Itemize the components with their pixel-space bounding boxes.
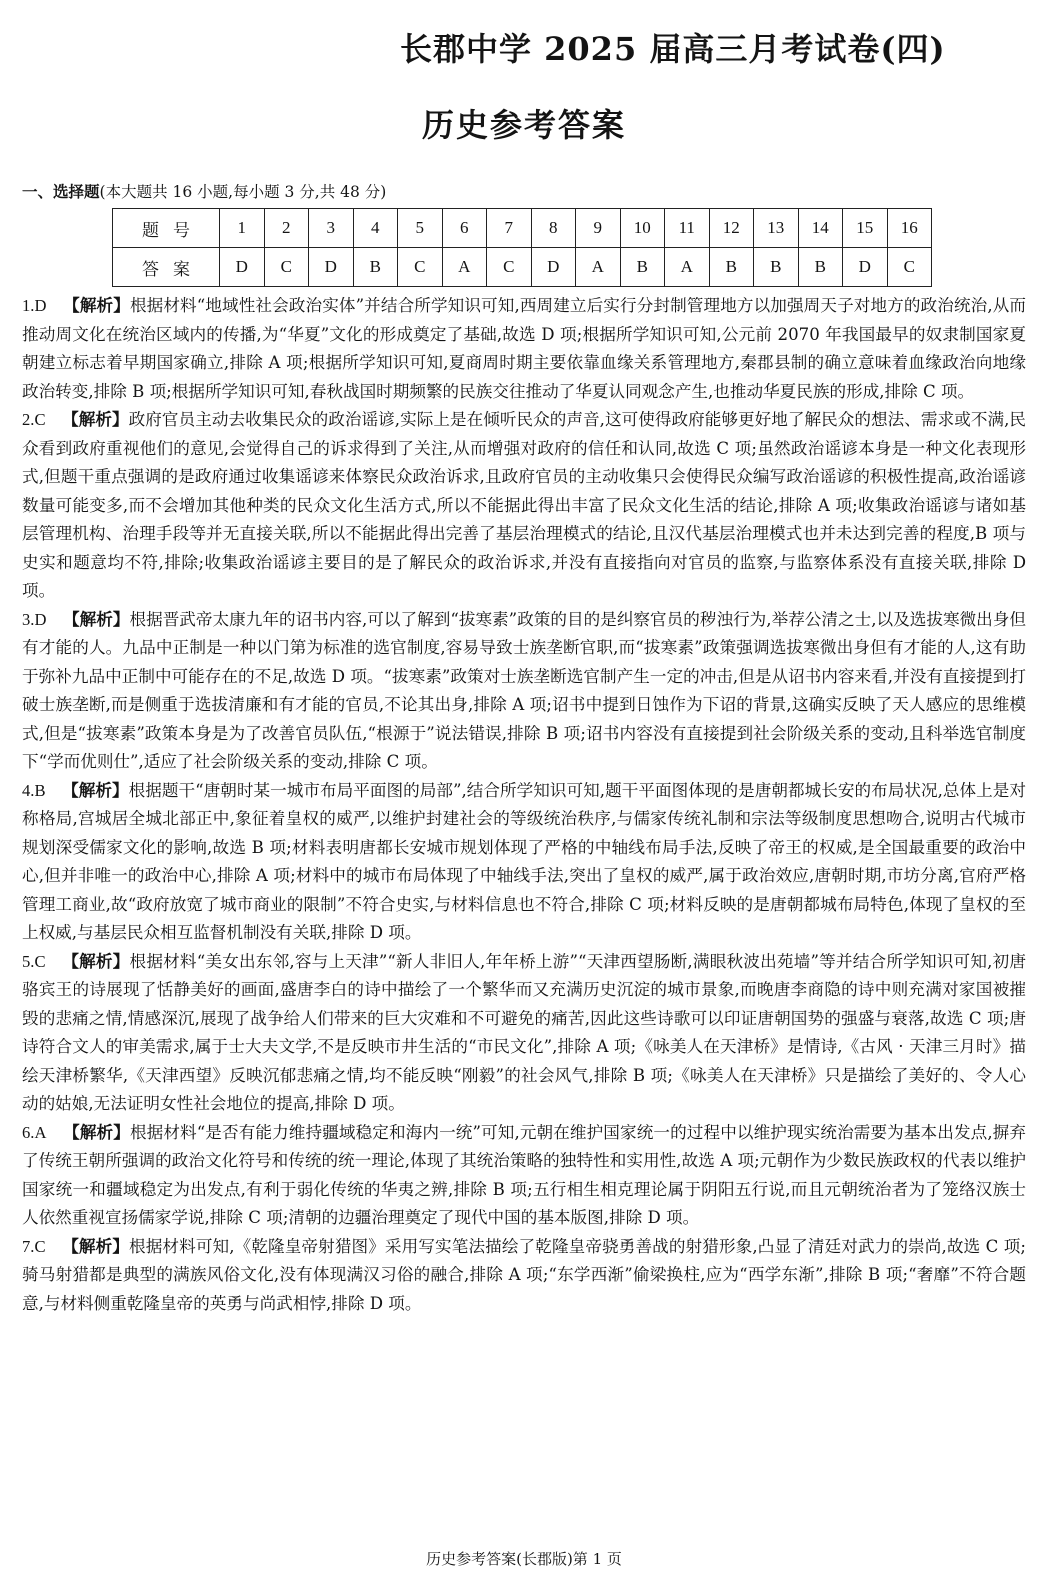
question-number-cell: 5	[398, 209, 443, 248]
question-number-cell: 11	[665, 209, 710, 248]
analysis-text: 政府官员主动去收集民众的政治谣谚,实际上是在倾听民众的声音,这可使得政府能够更好地了解民众的想法、需求或不满,民众看到政府重视他们的意见,会觉得自己的诉求得到了关注,从而增强对政府的信任和认同,故选 C 项;虽然政治谣谚本身是一种文化表现形式,但题干重点强调的是政府通过收集谣谚来体察民众政治诉求,且政府官员的主动收集只会使得民众编写政治谣谚的积极性提高,政治谣谚数量可能变多,而不会增加其他种类的民众文化生活方式,所以不能据此得出丰富了民众文化生活的结论,排除 A 项;收集政治谣谚与诸如基层管理机构、治理手段等并无直接关联,所以不能据此得出完善了基层治理模式的结论,且汉代基层治理模式也并未达到完善的程度,B 项与史实和题意均不符,排除;收集政治谣谚主要目的是了解民众的政治诉求,并没有直接指向对官员的监察,与监察体系没有直接关联,排除 D 项。	[22, 410, 1026, 600]
exam-title: 长郡中学 2025 届高三月考试卷(四)	[400, 30, 946, 68]
question-answer-label: 3.D	[22, 609, 47, 629]
question-number-cell: 2	[264, 209, 309, 248]
answer-cell: B	[620, 248, 665, 287]
answer-cell: B	[709, 248, 754, 287]
analysis-tag: 【解析】	[63, 1122, 130, 1142]
explanations	[22, 292, 1026, 1318]
answer-cell: A	[576, 248, 621, 287]
answer-cell: A	[665, 248, 710, 287]
analysis-text: 根据题干“唐朝时某一城市布局平面图的局部”,结合所学知识可知,题干平面图体现的是唐朝都城长安的布局状况,总体上是对称格局,宫城居全城北部正中,象征着皇权的威严,以维护封建社会的等级统治秩序,与儒家传统礼制和宗法等级制度思想吻合,说明古代城市规划深受儒家文化的影响,故选 B 项;材料表明唐都长安城市规划体现了严格的中轴线布局手法,反映了帝王的权威,是全国最重要的政治中心,但并非唯一的政治中心,排除 A 项;材料中的城市布局体现了中轴线手法,突出了皇权的威严,属于政治效应,唐朝时期,市坊分离,官府严格管理工商业,故“政府放宽了城市商业的限制”不符合史实,与材料信息也不符合,排除 C 项;材料反映的是唐朝都城布局特色,体现了皇权的至上权威,与基层民众相互监督机制没有关联,排除 D 项。	[22, 780, 1026, 942]
answer-cell: B	[353, 248, 398, 287]
explanation-item	[22, 777, 1026, 948]
question-number-row	[113, 209, 932, 248]
answer-cell: C	[887, 248, 932, 287]
question-answer-label: 7.C	[22, 1236, 46, 1256]
analysis-text: 根据晋武帝太康九年的诏书内容,可以了解到“拔寒素”政策的目的是纠察官员的秽浊行为,举荐公清之士,以及选拔寒微出身但有才能的人。九品中正制是一种以门第为标准的选官制度,容易导致士族垄断官职,而“拔寒素”政策强调选拔寒微出身但有才能的人,这有助于弥补九品中正制中可能存在的不足,故选 D 项。“拔寒素”政策对士族垄断选官制产生一定的冲击,但是从诏书内容来看,并没有直接提到打破士族垄断,而是侧重于选拔清廉和有才能的官员,不论其出身,排除 A 项;诏书中提到日蚀作为下诏的背景,这确实反映了天人感应的思维模式,但是“拔寒素”政策本身是为了改善官员队伍,“根源于”说法错误,排除 B 项;诏书内容没有直接提到社会阶级关系的变动,且科举选官制度下“学而优则仕”,适应了社会阶级关系的变动,排除 C 项。	[22, 609, 1026, 771]
page-footer: 历史参考答案(长郡版)第 1 页	[426, 1550, 622, 1568]
analysis-tag: 【解析】	[62, 951, 130, 971]
row-label-answer: 答案	[113, 248, 220, 287]
question-number-cell: 10	[620, 209, 665, 248]
answer-cell: B	[798, 248, 843, 287]
question-answer-label: 1.D	[22, 296, 47, 315]
section-note: (本大题共 16 小题,每小题 3 分,共 48 分)	[99, 183, 387, 201]
question-number-cell: 12	[709, 209, 754, 248]
analysis-text: 根据材料“美女出东邻,容与上天津”“新人非旧人,年年桥上游”“天津西望肠断,满眼秋波出苑墙”等并结合所学知识可知,初唐骆宾王的诗展现了恬静美好的画面,盛唐李白的诗中描绘了一个繁华而又充满历史沉淀的城市景象,而晚唐李商隐的诗中则充满对家国被摧毁的悲痛之情,情感深沉,展现了战争给人们带来的巨大灾难和不可避免的痛苦,因此这些诗歌可以印证唐朝国势的强盛与衰落,故选 C 项;唐诗符合文人的审美需求,属于士大夫文学,不是反映市井生活的“市民文化”,排除 A 项;《咏美人在天津桥》是情诗,《古风 · 天津三月时》描绘天津桥繁华,《天津西望》反映沉郁悲痛之情,均不能反映“刚毅”的社会风气,排除 B 项;《咏美人在天津桥》只是描绘了美好的、令人心动的姑娘,无法证明女性社会地位的提高,排除 D 项。	[22, 951, 1027, 1113]
page-subtitle: 历史参考答案	[421, 106, 626, 144]
row-label-number: 题号	[113, 209, 220, 248]
explanation-item	[22, 948, 1026, 1119]
question-number-cell: 14	[798, 209, 843, 248]
question-number-cell: 15	[843, 209, 888, 248]
answer-cell: D	[309, 248, 354, 287]
answer-cell: B	[754, 248, 799, 287]
question-answer-label: 5.C	[22, 951, 46, 971]
explanation-item	[22, 292, 1026, 406]
explanation-item	[22, 606, 1026, 777]
analysis-text: 根据材料可知,《乾隆皇帝射猎图》采用写实笔法描绘了乾隆皇帝骁勇善战的射猎形象,凸显了清廷对武力的崇尚,故选 C 项;骑马射猎都是典型的满族风俗文化,没有体现满汉习俗的融合,排除 A 项;“东学西渐”偷梁换柱,应为“西学东渐”,排除 B 项;“奢靡”不符合题意,与材料侧重乾隆皇帝的英勇与尚武相悖,排除 D 项。	[22, 1236, 1026, 1313]
question-number-cell: 9	[576, 209, 621, 248]
answer-cell: D	[220, 248, 265, 287]
question-number-cell: 13	[754, 209, 799, 248]
explanation-item	[22, 406, 1026, 606]
question-answer-label: 4.B	[22, 780, 46, 800]
answer-cell: D	[531, 248, 576, 287]
analysis-tag: 【解析】	[62, 1236, 130, 1256]
analysis-tag: 【解析】	[62, 780, 129, 800]
answer-row	[113, 248, 932, 287]
answer-cell: C	[398, 248, 443, 287]
question-number-cell: 4	[353, 209, 398, 248]
answer-cell: A	[442, 248, 487, 287]
question-number-cell: 8	[531, 209, 576, 248]
question-number-cell: 1	[220, 209, 265, 248]
answer-table	[112, 208, 932, 287]
answer-cell: D	[843, 248, 888, 287]
analysis-text: 根据材料“地域性社会政治实体”并结合所学知识可知,西周建立后实行分封制管理地方以加强周天子对地方的政治统治,从而推动周文化在统治区域内的传播,为“华夏”文化的形成奠定了基础,故选 D 项;根据所学知识可知,公元前 2070 年我国最早的奴隶制国家夏朝建立标志着早期国家确立,排除 A 项;根据所学知识可知,夏商周时期主要依靠血缘关系管理地方,秦郡县制的确立意味着血缘政治向地缘政治转变,排除 B 项;根据所学知识可知,春秋战国时期频繁的民族交往推动了华夏认同观念产生,也推动华夏民族的形成,排除 C 项。	[22, 296, 1027, 401]
question-answer-label: 2.C	[22, 410, 46, 429]
question-number-cell: 3	[309, 209, 354, 248]
explanation-item	[22, 1119, 1026, 1233]
explanation-item	[22, 1233, 1026, 1319]
question-number-cell: 6	[442, 209, 487, 248]
analysis-text: 根据材料“是否有能力维持疆域稳定和海内一统”可知,元朝在维护国家统一的过程中以维护现实统治需要为基本出发点,摒弃了传统王朝所强调的政治文化符号和传统的统一理论,体现了其统治策略的独特性和实用性,故选 A 项;元朝作为少数民族政权的代表以维护国家统一和疆域稳定为出发点,有利于弱化传统的华夷之辨,排除 B 项;五行相生相克理论属于阴阳五行说,而且元朝统治者为了笼络汉族士人依然重视宣扬儒家学说,排除 C 项;清朝的边疆治理奠定了现代中国的基本版图,排除 D 项。	[22, 1122, 1027, 1227]
section-heading	[22, 180, 386, 202]
analysis-tag: 【解析】	[62, 410, 129, 429]
analysis-tag: 【解析】	[63, 296, 130, 315]
section-label: 一、选择题	[22, 183, 100, 201]
question-answer-label: 6.A	[22, 1122, 47, 1142]
answer-cell: C	[264, 248, 309, 287]
analysis-tag: 【解析】	[63, 609, 130, 629]
answer-cell: C	[487, 248, 532, 287]
question-number-cell: 16	[887, 209, 932, 248]
question-number-cell: 7	[487, 209, 532, 248]
